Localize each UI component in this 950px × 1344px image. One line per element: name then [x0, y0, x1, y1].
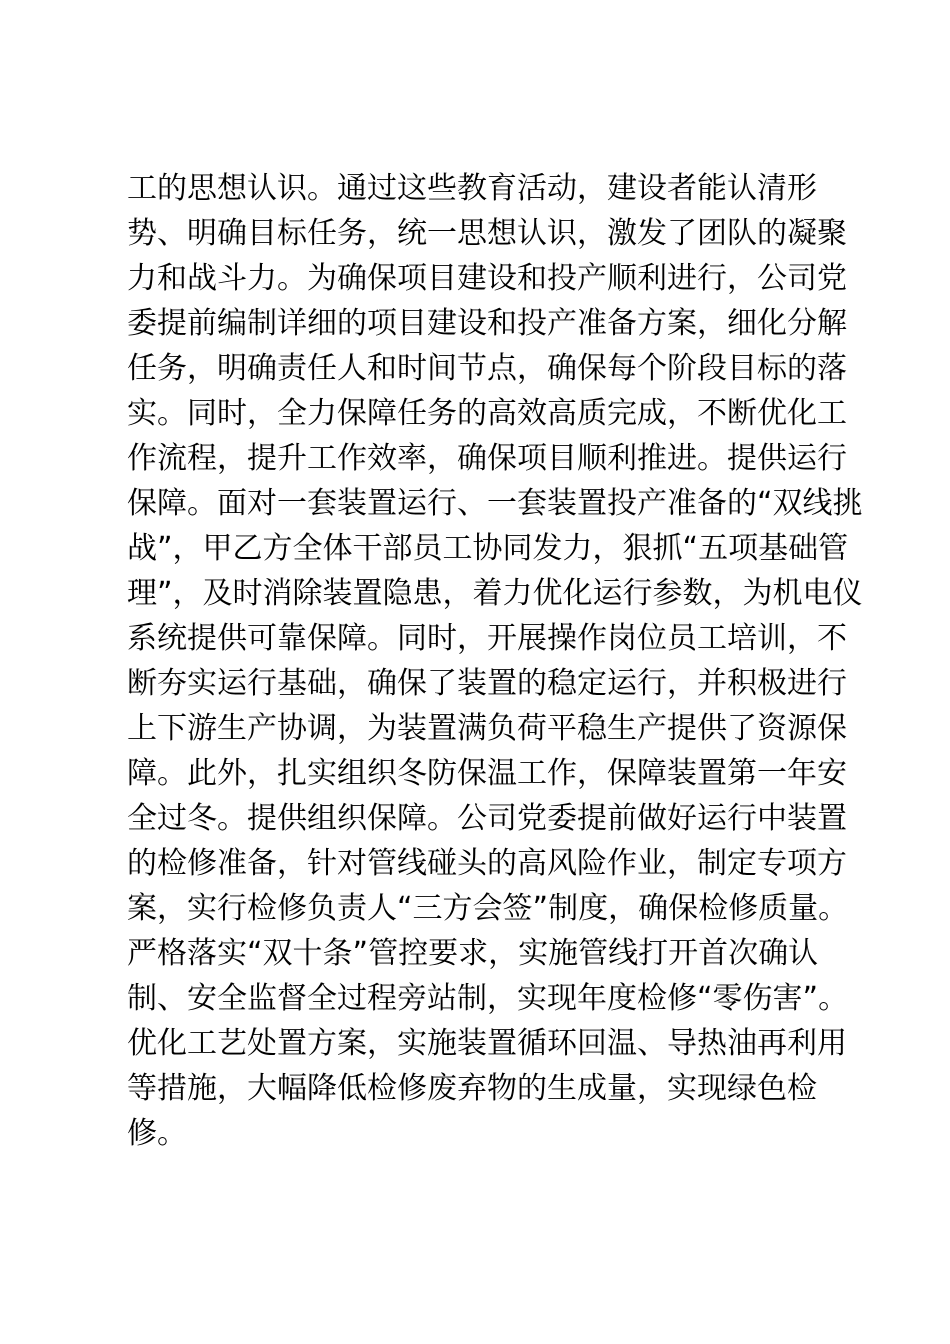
text-line: 案，实行检修负责人“三方会签”制度，确保检修质量。	[127, 891, 849, 926]
text-line: 优化工艺处置方案，实施装置循环回温、导热油再利用	[127, 1026, 847, 1061]
text-line: 实。同时，全力保障任务的高效高质完成，不断优化工	[127, 396, 847, 431]
text-line: 力和战斗力。为确保项目建设和投产顺利进行，公司党	[127, 261, 847, 296]
text-line: 障。此外，扎实组织冬防保温工作，保障装置第一年安	[127, 756, 847, 791]
text-line: 战”，甲乙方全体干部员工协同发力，狠抓“五项基础管	[127, 531, 849, 566]
text-line: 委提前编制详细的项目建设和投产准备方案，细化分解	[127, 306, 847, 341]
text-line: 理”，及时消除装置隐患，着力优化运行参数，为机电仪	[127, 576, 863, 611]
text-line: 上下游生产协调，为装置满负荷平稳生产提供了资源保	[127, 711, 847, 746]
text-line: 制、安全监督全过程旁站制，实现年度检修“零伤害”。	[127, 981, 849, 1016]
text-line: 工的思想认识。通过这些教育活动，建设者能认清形	[127, 171, 817, 206]
text-line: 保障。面对一套装置运行、一套装置投产准备的“双线挑	[127, 486, 863, 521]
text-line: 严格落实“双十条”管控要求，实施管线打开首次确认	[127, 936, 819, 971]
text-line: 全过冬。提供组织保障。公司党委提前做好运行中装置	[127, 801, 847, 836]
text-line: 势、明确目标任务，统一思想认识，激发了团队的凝聚	[127, 216, 847, 251]
text-line: 系统提供可靠保障。同时，开展操作岗位员工培训，不	[127, 621, 847, 656]
text-line: 的检修准备，针对管线碰头的高风险作业，制定专项方	[127, 846, 847, 881]
text-line: 断夯实运行基础，确保了装置的稳定运行，并积极进行	[127, 666, 847, 701]
text-line: 任务，明确责任人和时间节点，确保每个阶段目标的落	[127, 351, 847, 386]
text-line: 修。	[127, 1116, 187, 1151]
body-paragraph	[127, 166, 863, 1156]
text-line: 等措施，大幅降低检修废弃物的生成量，实现绿色检	[127, 1071, 817, 1106]
text-line: 作流程，提升工作效率，确保项目顺利推进。提供运行	[127, 441, 847, 476]
